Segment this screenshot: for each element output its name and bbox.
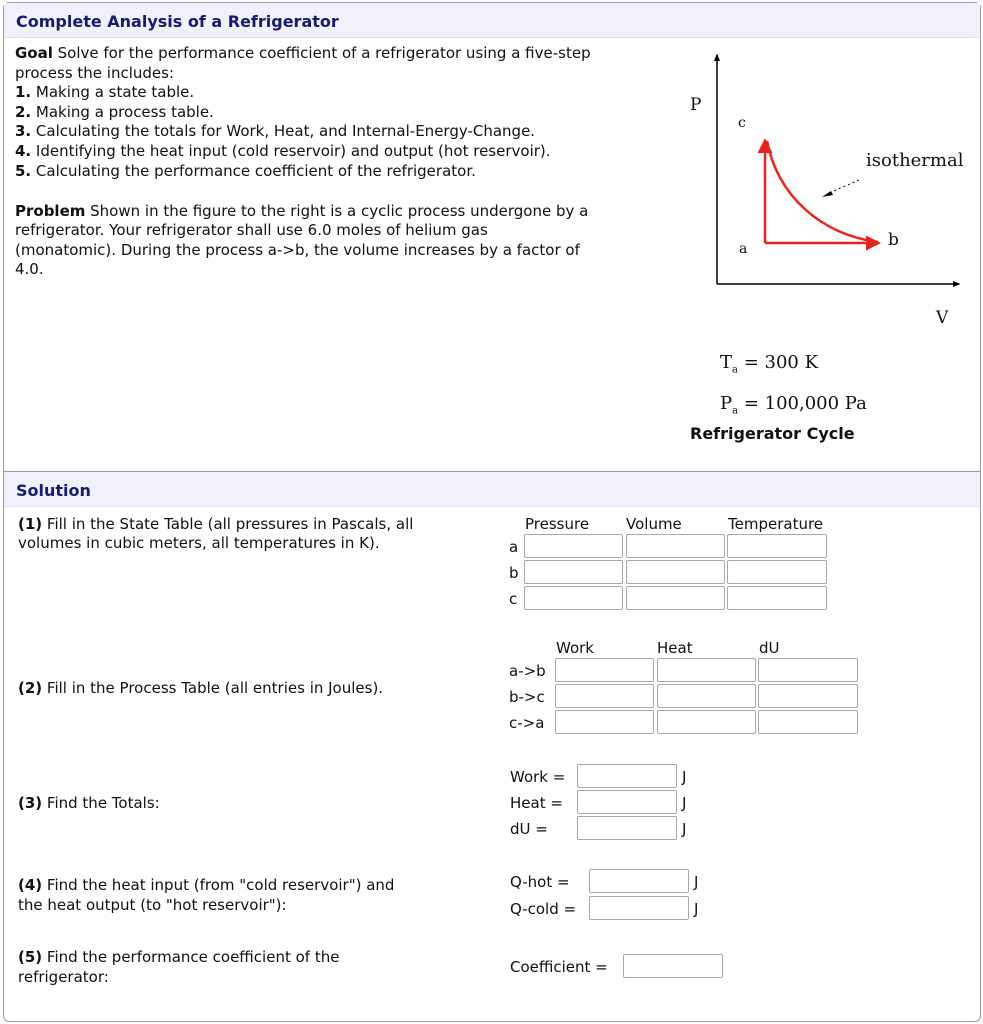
problem-label: Problem bbox=[15, 202, 86, 220]
step-item bbox=[15, 103, 214, 123]
step-item bbox=[15, 142, 551, 162]
figure-caption: Refrigerator Cycle bbox=[690, 424, 855, 443]
process-ab-heat-input[interactable] bbox=[657, 658, 756, 682]
pv-diagram bbox=[681, 45, 981, 315]
q-cold-label: Q-cold = bbox=[510, 900, 577, 918]
state-a-volume-input[interactable] bbox=[626, 534, 725, 558]
process-row-label-bc: b->c bbox=[509, 688, 545, 706]
step-number: 2. bbox=[15, 103, 32, 121]
problem-header bbox=[4, 3, 980, 38]
part4-text: Find the heat input (from "cold reservoir") and bbox=[42, 876, 395, 894]
total-work-input[interactable] bbox=[577, 764, 677, 788]
state-c-volume-input[interactable] bbox=[626, 586, 725, 610]
goal-label: Goal bbox=[15, 44, 53, 62]
coefficient-input[interactable] bbox=[623, 954, 723, 978]
part5-line-1 bbox=[18, 948, 339, 968]
total-du-input[interactable] bbox=[577, 816, 677, 840]
state-col-pressure: Pressure bbox=[525, 515, 590, 533]
solution-panel bbox=[3, 471, 981, 1022]
point-label-b: b bbox=[888, 230, 899, 250]
total-heat-unit: J bbox=[682, 794, 687, 812]
problem-line-4: 4.0. bbox=[15, 260, 44, 278]
process-col-heat: Heat bbox=[657, 639, 693, 657]
part3-text: Find the Totals: bbox=[42, 794, 160, 812]
process-ab-du-input[interactable] bbox=[758, 658, 858, 682]
ta-subscript: a bbox=[732, 364, 738, 376]
pa-symbol: P bbox=[720, 393, 733, 414]
step-text: Making a process table. bbox=[31, 103, 214, 121]
part3-number: (3) bbox=[18, 794, 43, 812]
part3-line bbox=[18, 794, 160, 814]
problem-line-2: refrigerator. Your refrigerator shall use 6.0 moles of helium gas bbox=[15, 221, 488, 239]
process-ab-work-input[interactable] bbox=[555, 658, 654, 682]
step-item bbox=[15, 83, 194, 103]
state-a-temperature-input[interactable] bbox=[727, 534, 827, 558]
axis-label-v: V bbox=[936, 308, 949, 328]
coefficient-label: Coefficient = bbox=[510, 958, 608, 976]
step-text: Identifying the heat input (cold reservoir) and output (hot reservoir). bbox=[31, 142, 551, 160]
process-ca-work-input[interactable] bbox=[555, 710, 654, 734]
part1-number: (1) bbox=[18, 515, 43, 533]
pa-number: = 100,000 Pa bbox=[743, 393, 867, 414]
state-row-label-c: c bbox=[509, 590, 518, 608]
part4-line-1 bbox=[18, 876, 394, 896]
step-text: Making a state table. bbox=[31, 83, 195, 101]
total-du-label: dU = bbox=[510, 820, 548, 838]
part4-number: (4) bbox=[18, 876, 43, 894]
state-row-label-a: a bbox=[509, 538, 519, 556]
step-item bbox=[15, 122, 535, 142]
state-b-pressure-input[interactable] bbox=[524, 560, 623, 584]
part1-line-1 bbox=[18, 515, 413, 535]
step-text: Calculating the totals for Work, Heat, and Internal-Energy-Change. bbox=[31, 122, 536, 140]
total-work-unit: J bbox=[682, 768, 687, 786]
axis-label-p: P bbox=[690, 95, 702, 115]
process-ca-du-input[interactable] bbox=[758, 710, 858, 734]
isothermal-pointer bbox=[829, 180, 859, 193]
q-hot-unit: J bbox=[694, 873, 699, 891]
state-c-pressure-input[interactable] bbox=[524, 586, 623, 610]
page-title: Complete Analysis of a Refrigerator bbox=[16, 12, 339, 31]
state-b-temperature-input[interactable] bbox=[727, 560, 827, 584]
step-number: 1. bbox=[15, 83, 32, 101]
step-item bbox=[15, 162, 476, 182]
ta-symbol: T bbox=[720, 352, 733, 373]
total-heat-input[interactable] bbox=[577, 790, 677, 814]
state-b-volume-input[interactable] bbox=[626, 560, 725, 584]
step-number: 4. bbox=[15, 142, 32, 160]
solution-header bbox=[4, 472, 980, 507]
goal-text-1: Solve for the performance coefficient of a refrigerator using a five-step bbox=[52, 44, 591, 62]
total-heat-label: Heat = bbox=[510, 794, 563, 812]
part2-text: Fill in the Process Table (all entries in Joules). bbox=[42, 679, 384, 697]
state-a-pressure-input[interactable] bbox=[524, 534, 623, 558]
process-row-label-ab: a->b bbox=[509, 662, 546, 680]
q-cold-input[interactable] bbox=[589, 896, 689, 920]
pa-value bbox=[720, 393, 867, 417]
goal-text-2: process the includes: bbox=[15, 64, 175, 82]
state-row-label-b: b bbox=[509, 564, 519, 582]
isothermal-pointer-head bbox=[822, 191, 833, 197]
state-c-temperature-input[interactable] bbox=[727, 586, 827, 610]
isotherm-curve bbox=[767, 141, 878, 242]
part4-line-2: the heat output (to "hot reservoir"): bbox=[18, 896, 287, 914]
step-number: 5. bbox=[15, 162, 32, 180]
state-col-volume: Volume bbox=[626, 515, 682, 533]
step-number: 3. bbox=[15, 122, 32, 140]
step-text: Calculating the performance coefficient of the refrigerator. bbox=[31, 162, 476, 180]
solution-title: Solution bbox=[16, 481, 91, 500]
state-col-temperature: Temperature bbox=[728, 515, 824, 533]
part1-line-2: volumes in cubic meters, all temperatures in K). bbox=[18, 534, 380, 552]
goal-line-1 bbox=[15, 44, 591, 64]
problem-panel bbox=[3, 2, 981, 472]
point-label-c: c bbox=[738, 115, 746, 131]
process-bc-heat-input[interactable] bbox=[657, 684, 756, 708]
pa-subscript: a bbox=[732, 405, 739, 417]
total-work-label: Work = bbox=[510, 768, 566, 786]
problem-line-3: (monatomic). During the process a->b, the volume increases by a factor of bbox=[15, 241, 580, 259]
point-label-a: a bbox=[739, 241, 748, 257]
process-bc-du-input[interactable] bbox=[758, 684, 858, 708]
process-col-du: dU bbox=[759, 639, 780, 657]
problem-text: Shown in the figure to the right is a cyclic process undergone by a bbox=[85, 202, 589, 220]
process-row-label-ca: c->a bbox=[509, 714, 545, 732]
q-cold-unit: J bbox=[694, 900, 699, 918]
ta-number: = 300 K bbox=[743, 352, 819, 373]
part5-line-2: refrigerator: bbox=[18, 968, 109, 986]
part5-number: (5) bbox=[18, 948, 43, 966]
process-ca-heat-input[interactable] bbox=[657, 710, 756, 734]
part5-text: Find the performance coefficient of the bbox=[42, 948, 340, 966]
part1-text: Fill in the State Table (all pressures in Pascals, all bbox=[42, 515, 414, 533]
total-du-unit: J bbox=[682, 820, 687, 838]
part2-line bbox=[18, 679, 383, 699]
process-bc-work-input[interactable] bbox=[555, 684, 654, 708]
problem-line-1 bbox=[15, 202, 588, 222]
part2-number: (2) bbox=[18, 679, 43, 697]
ta-value bbox=[720, 352, 818, 376]
q-hot-input[interactable] bbox=[589, 869, 689, 893]
isothermal-label: isothermal bbox=[866, 150, 964, 171]
process-col-work: Work bbox=[556, 639, 594, 657]
q-hot-label: Q-hot = bbox=[510, 873, 570, 891]
